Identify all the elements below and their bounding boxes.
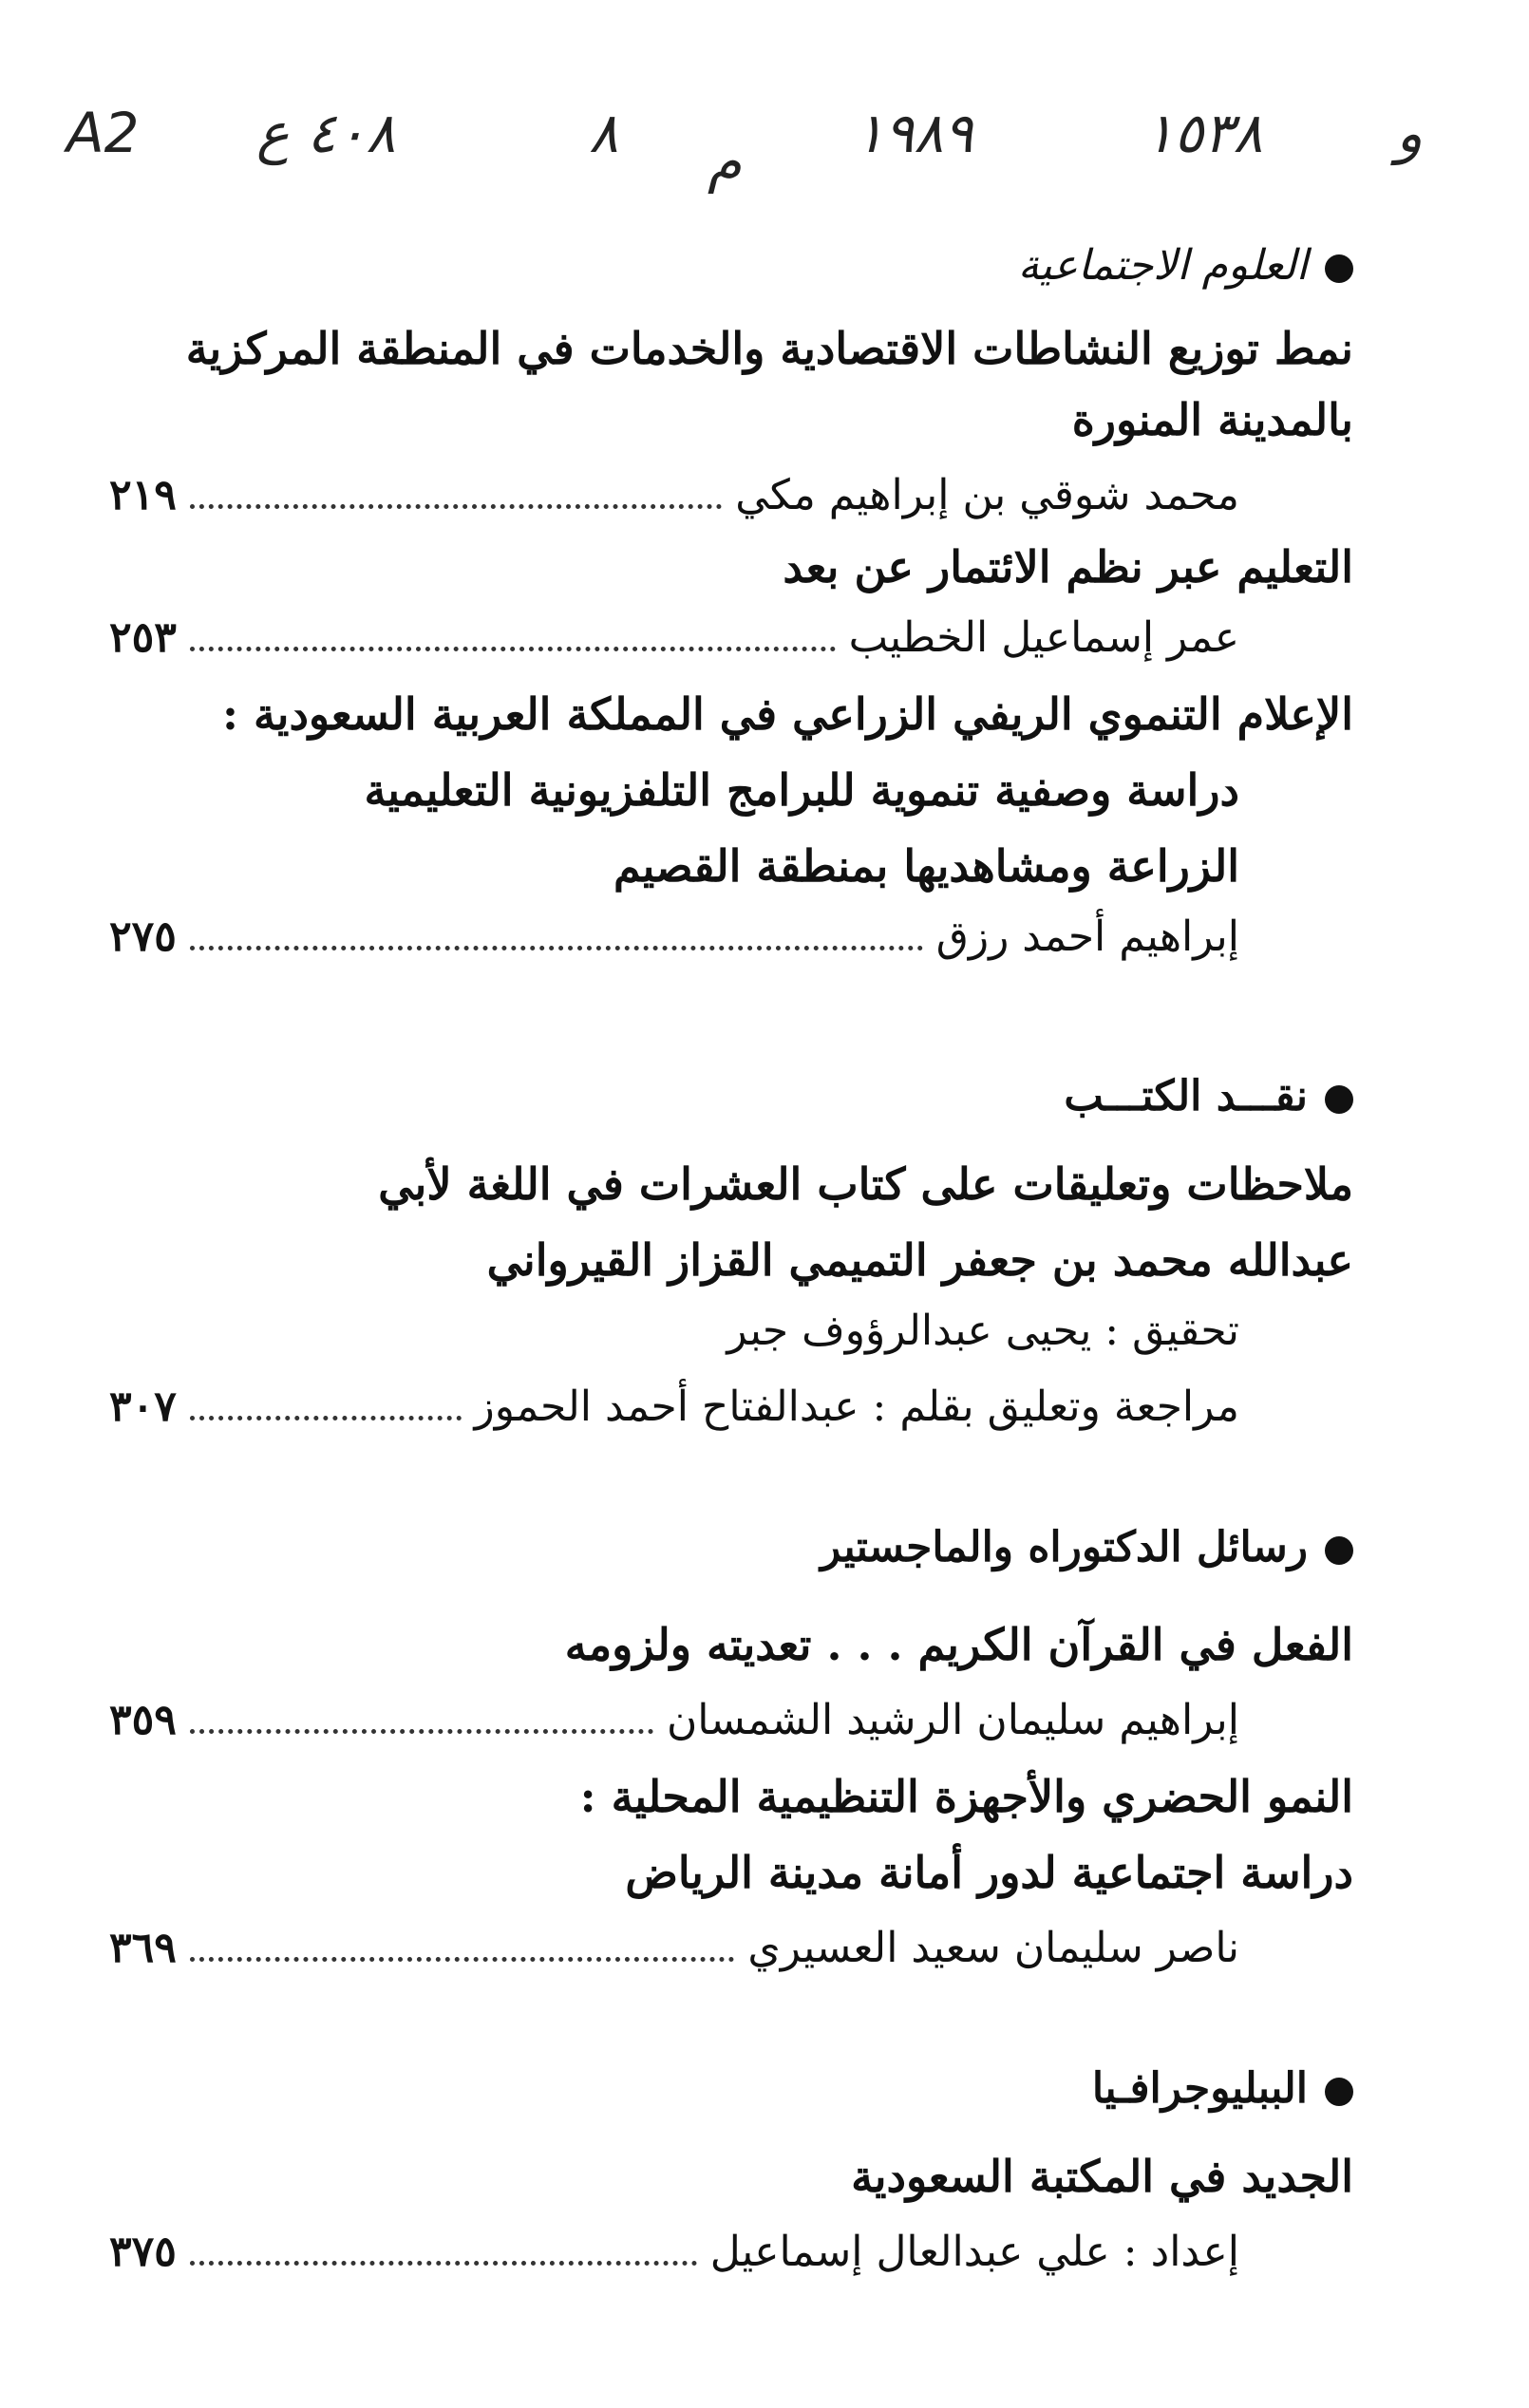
section-heading-text: رسائل الدكتوراه والماجستير bbox=[821, 1523, 1308, 1571]
handwritten-note: ٤٠٨ ع bbox=[256, 101, 396, 165]
toc-entry-line[interactable] bbox=[109, 907, 1239, 968]
entry-title: النمو الحضري والأجهزة التنظيمية المحلية : bbox=[579, 1771, 1353, 1822]
handwritten-note: و bbox=[1396, 101, 1424, 165]
entry-author: محمد شوقي بن إبراهيم مكي bbox=[735, 471, 1239, 519]
handwritten-note: A2 bbox=[66, 101, 140, 165]
dot-leader bbox=[190, 1693, 653, 1734]
handwritten-note: ٨ bbox=[589, 101, 619, 165]
page-number: ٣٥٩ bbox=[109, 1696, 177, 1744]
entry-title: دراسة وصفية تنموية للبرامج التلفزيونية التعليمية bbox=[364, 764, 1239, 816]
entry-title: دراسة اجتماعية لدور أمانة مدينة الرياض bbox=[625, 1847, 1353, 1898]
dot-leader bbox=[190, 1380, 462, 1420]
entry-author: إعداد : علي عبدالعال إسماعيل bbox=[709, 2228, 1239, 2276]
entry-author: مراجعة وتعليق بقلم : عبدالفتاح أحمد الحموز bbox=[474, 1383, 1239, 1431]
section-heading-text: نقـــد الكتـــب bbox=[1064, 1072, 1308, 1120]
entry-title: الجديد في المكتبة السعودية bbox=[851, 2151, 1353, 2202]
entry-title: بالمدينة المنورة bbox=[1071, 394, 1353, 445]
toc-entry-line[interactable] bbox=[109, 1918, 1239, 1979]
entry-title: التعليم عبر نظم الائتمار عن بعد bbox=[783, 541, 1353, 593]
bullet-icon bbox=[1325, 2078, 1353, 2106]
toc-entry-line[interactable] bbox=[109, 1690, 1239, 1751]
section-heading bbox=[1092, 2060, 1353, 2117]
dot-leader bbox=[190, 910, 923, 950]
handwritten-note: ١٥٣٨ bbox=[1144, 101, 1263, 165]
toc-entry-line[interactable] bbox=[109, 608, 1239, 668]
entry-title: ملاحظات وتعليقات على كتاب العشرات في اللغة لأبي bbox=[378, 1158, 1353, 1210]
bullet-icon bbox=[1325, 1536, 1353, 1565]
toc-entry-line[interactable] bbox=[109, 465, 1239, 526]
entry-title: عبدالله محمد بن جعفر التميمي القزاز القيرواني bbox=[486, 1234, 1353, 1286]
dot-leader bbox=[190, 1921, 734, 1962]
section-heading bbox=[1018, 237, 1353, 294]
entry-title: نمط توزيع النشاطات الاقتصادية والخدمات في المنطقة المركزية bbox=[185, 323, 1353, 374]
page-number: ٢٥٣ bbox=[109, 613, 177, 662]
entry-author: إبراهيم أحمد رزق bbox=[935, 912, 1239, 961]
page-number: ٣٧٥ bbox=[109, 2228, 177, 2276]
section-heading bbox=[1064, 1068, 1353, 1125]
toc-entry-line[interactable] bbox=[109, 2222, 1239, 2283]
dot-leader bbox=[190, 611, 836, 651]
page-number: ٣٠٧ bbox=[109, 1383, 177, 1431]
section-heading-text: الببليوجرافـيا bbox=[1091, 2064, 1308, 2113]
entry-author: إبراهيم سليمان الرشيد الشمسان bbox=[666, 1696, 1239, 1744]
toc-entry-line[interactable] bbox=[109, 1377, 1239, 1438]
entry-author: ناصر سليمان سعيد العسيري bbox=[747, 1924, 1239, 1972]
handwritten-note: م bbox=[708, 129, 742, 194]
entry-title: الفعل في القرآن الكريم . . . تعديته ولزومه bbox=[564, 1619, 1353, 1670]
entry-title: الإعلام التنموي الريفي الزراعي في المملكة العربية السعودية : bbox=[221, 688, 1353, 740]
dot-leader bbox=[190, 468, 722, 509]
entry-author: عمر إسماعيل الخطيب bbox=[848, 613, 1239, 662]
bullet-icon bbox=[1325, 254, 1353, 283]
dot-leader bbox=[190, 2225, 697, 2266]
entry-title: الزراعة ومشاهديها بمنطقة القصيم bbox=[613, 840, 1239, 892]
section-heading-text: العلوم الاجتماعية bbox=[1017, 241, 1308, 290]
page-number: ٣٦٩ bbox=[109, 1924, 177, 1972]
page-number: ٢٧٥ bbox=[109, 912, 177, 961]
handwritten-note: ١٩٨٩ bbox=[855, 101, 973, 165]
section-heading bbox=[821, 1519, 1353, 1576]
bullet-icon bbox=[1325, 1085, 1353, 1114]
page-number: ٢١٩ bbox=[109, 471, 177, 519]
entry-editor: تحقيق : يحيى عبدالرؤوف جبر bbox=[727, 1307, 1239, 1355]
